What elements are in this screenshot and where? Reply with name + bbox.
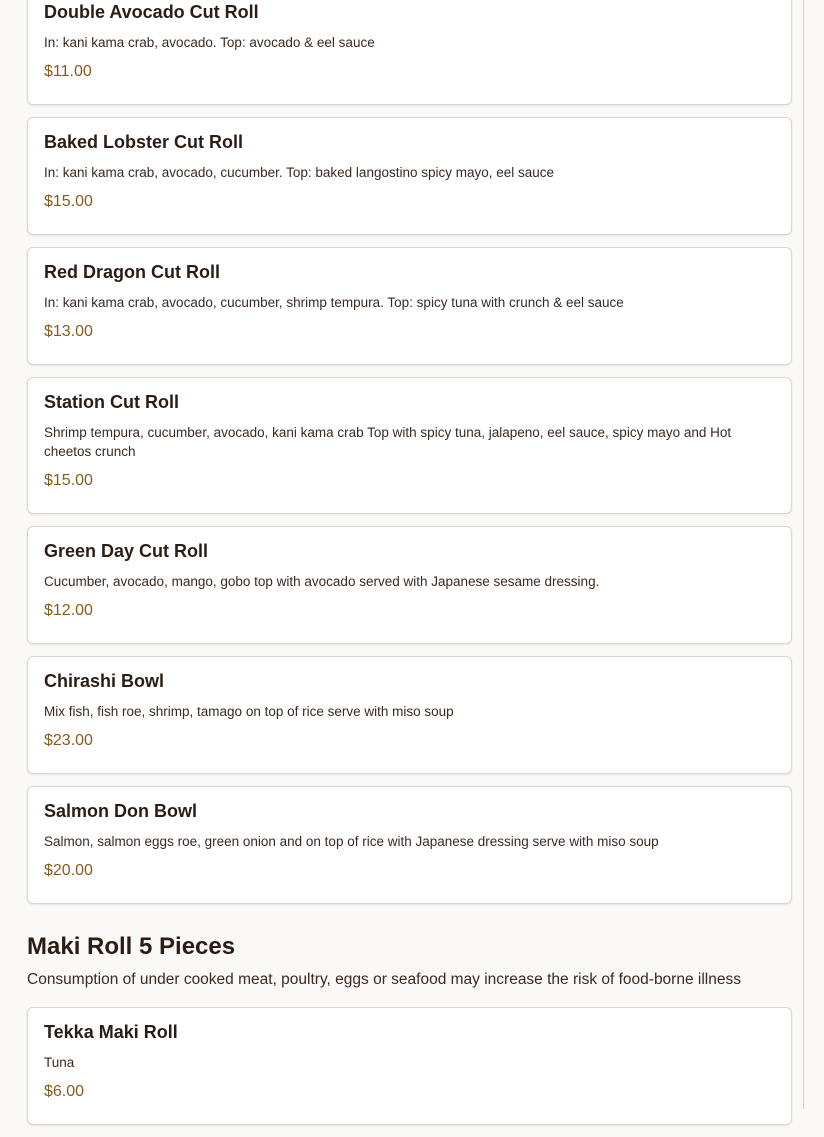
menu-item-name: Chirashi Bowl (44, 671, 165, 691)
menu-item-name: Tekka Maki Roll (44, 1022, 178, 1042)
menu-item-description: In: kani kama crab, avocado, cucumber, shrimp tempura. Top: spicy tuna with crunch & eel sauce (44, 295, 624, 310)
menu-item-price: $15.00 (44, 472, 93, 489)
menu-item-card[interactable] (27, 0, 792, 105)
menu-item-card[interactable] (27, 117, 792, 235)
menu-item-card[interactable] (27, 377, 792, 514)
menu-item-name: Green Day Cut Roll (44, 541, 209, 561)
menu-item-price: $12.00 (44, 602, 93, 619)
menu-item-name: Double Avocado Cut Roll (44, 2, 259, 22)
menu-item-name: Station Cut Roll (44, 392, 179, 412)
menu-item-card[interactable] (27, 526, 792, 644)
menu-item-description: Salmon, salmon eggs roe, green onion and on top of rice with Japanese dressing serve with miso soup (44, 834, 659, 849)
menu-content (27, 0, 792, 1137)
menu-item-price: $6.00 (44, 1083, 85, 1100)
menu-item-price: $20.00 (44, 862, 93, 879)
menu-item-card[interactable] (27, 786, 792, 904)
menu-item-name: Red Dragon Cut Roll (44, 262, 220, 282)
menu-item-price: $13.00 (44, 323, 93, 340)
menu-item-description: In: kani kama crab, avocado, cucumber. Top: baked langostino spicy mayo, eel sauce (44, 165, 555, 180)
menu-item-description: Shrimp tempura, cucumber, avocado, kani kama crab Top with spicy tuna, jalapeno, eel sauce, spicy mayo and Hot cheetos crunch (44, 425, 732, 459)
menu-item-price: $11.00 (44, 63, 92, 80)
menu-item-description: In: kani kama crab, avocado. Top: avocado & eel sauce (44, 35, 375, 50)
menu-item-price: $15.00 (44, 193, 93, 210)
page-edge-divider (803, 0, 804, 1109)
menu-item-description: Mix fish, fish roe, shrimp, tamago on top of rice serve with miso soup (44, 704, 454, 719)
menu-item-card[interactable] (27, 656, 792, 774)
menu-item-card[interactable] (27, 1007, 792, 1125)
menu-item-description: Tuna (44, 1055, 75, 1070)
section-disclaimer: Consumption of under cooked meat, poultry, eggs or seafood may increase the risk of food-borne illness (27, 971, 741, 988)
menu-item-description: Cucumber, avocado, mango, gobo top with avocado served with Japanese sesame dressing. (44, 574, 600, 589)
menu-item-card[interactable] (27, 247, 792, 365)
section-title: Maki Roll 5 Pieces (27, 933, 236, 960)
menu-item-name: Salmon Don Bowl (44, 801, 197, 821)
menu-section-header (27, 932, 792, 990)
menu-item-price: $23.00 (44, 732, 93, 749)
menu-item-name: Baked Lobster Cut Roll (44, 132, 244, 152)
